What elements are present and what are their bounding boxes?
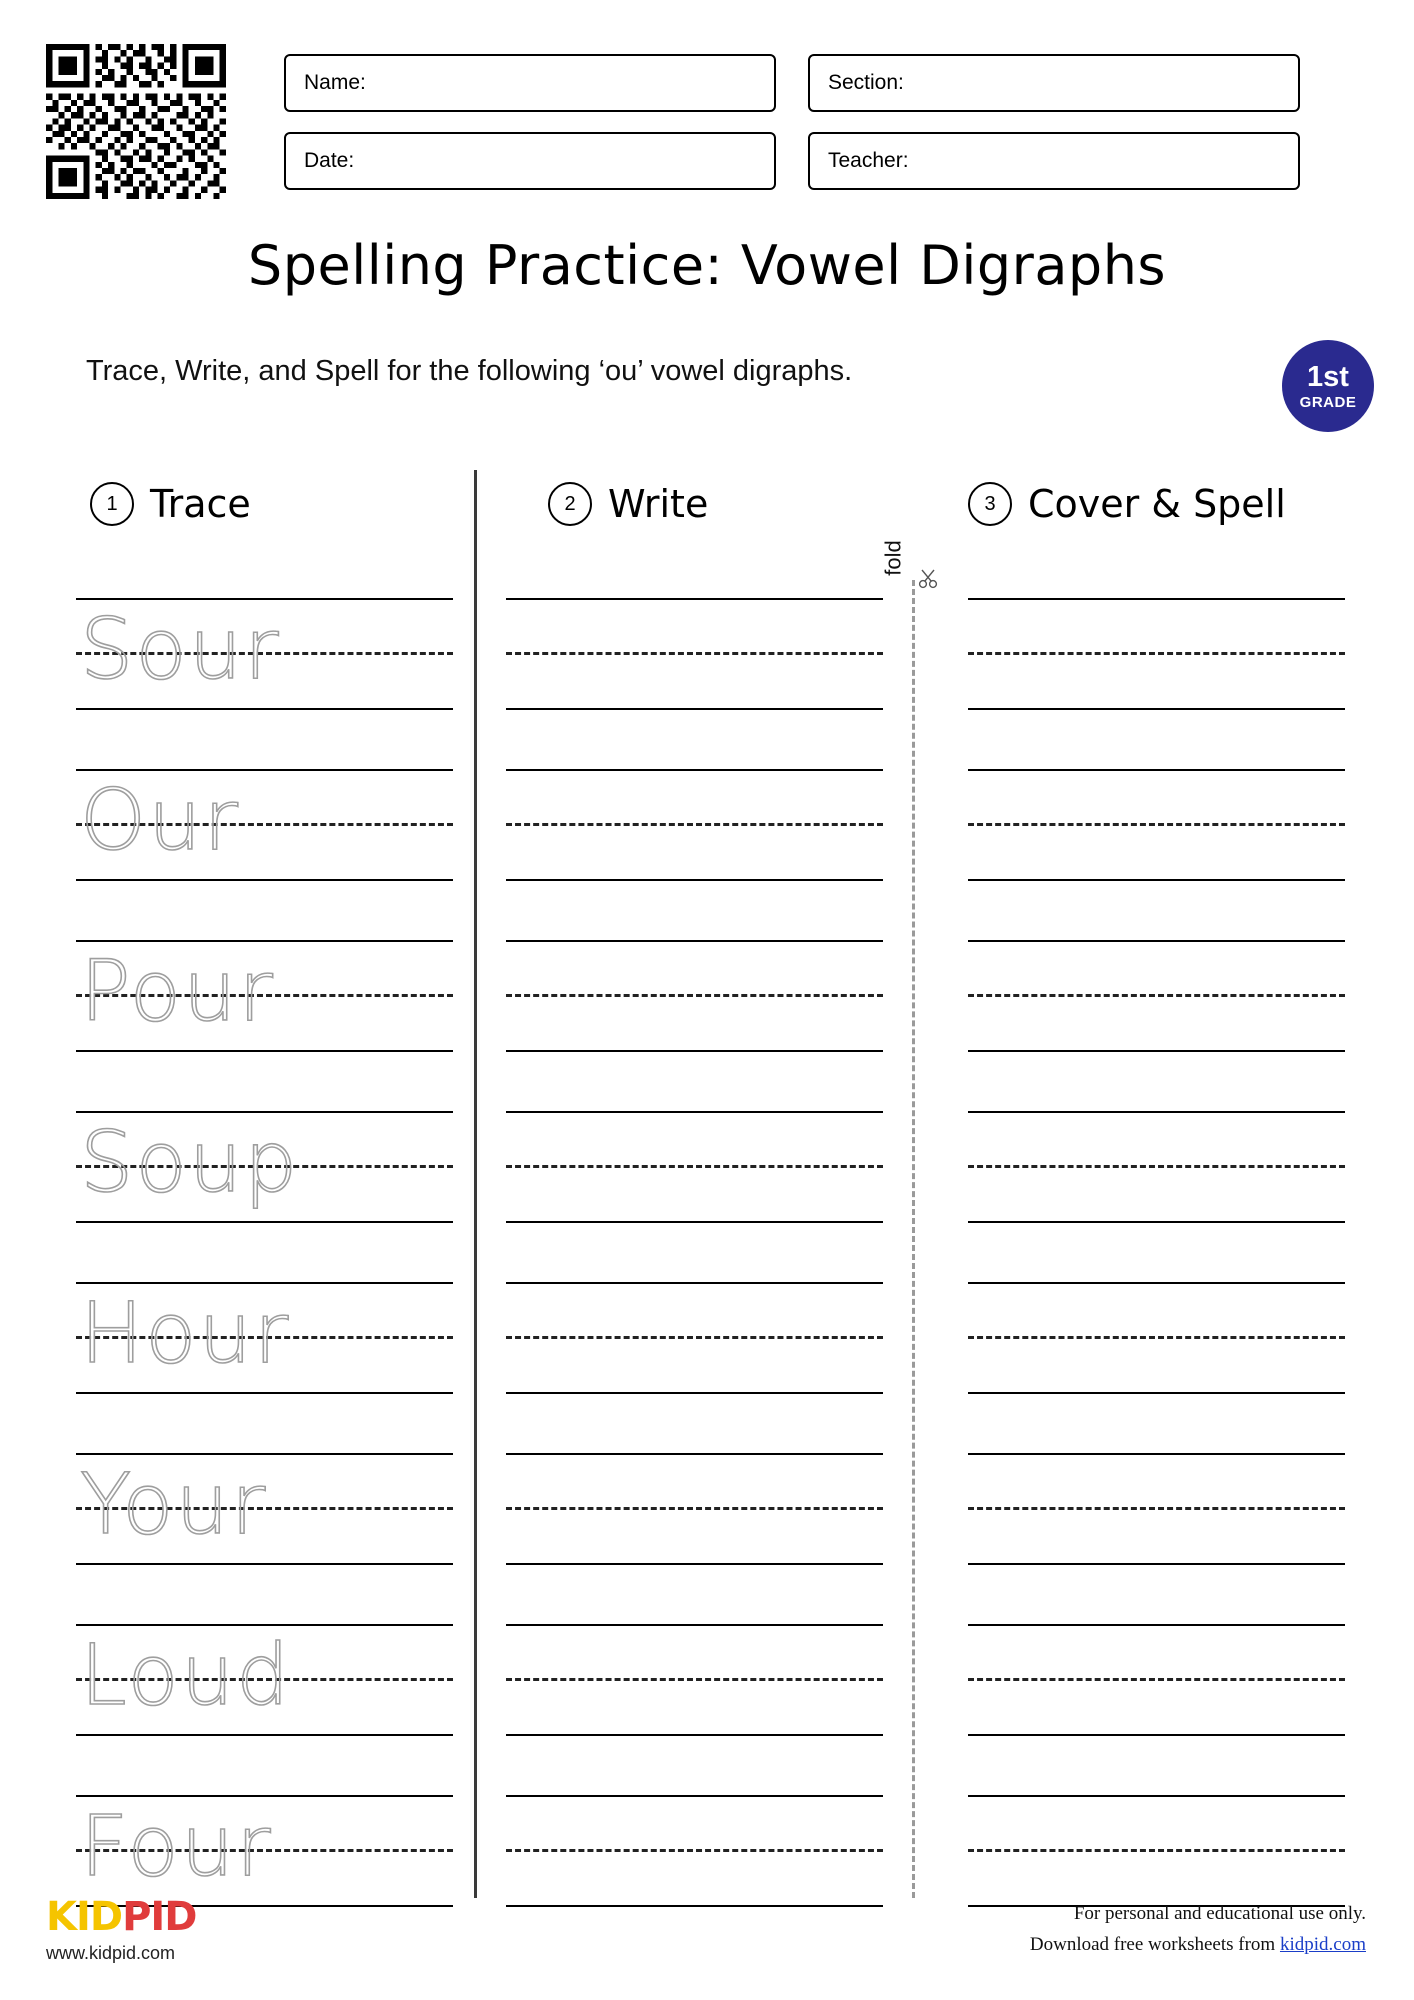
ruled-line-mid bbox=[968, 1849, 1345, 1852]
cover-spell-cell[interactable] bbox=[968, 1274, 1345, 1445]
ruled-line-bottom bbox=[968, 708, 1345, 710]
trace-word: Your bbox=[80, 1455, 268, 1553]
ruled-line-bottom bbox=[506, 1392, 883, 1394]
ruled-line-bottom bbox=[968, 1734, 1345, 1736]
trace-cell[interactable] bbox=[76, 1274, 453, 1445]
name-field-label: Name: bbox=[304, 71, 366, 94]
write-cell[interactable] bbox=[506, 1787, 883, 1958]
ruled-line-mid bbox=[968, 652, 1345, 655]
cover-spell-cell[interactable] bbox=[968, 761, 1345, 932]
ruled-line-mid bbox=[968, 994, 1345, 997]
ruled-line-mid bbox=[506, 994, 883, 997]
ruled-line-mid bbox=[968, 1507, 1345, 1510]
teacher-field-label: Teacher: bbox=[828, 149, 909, 172]
ruled-line-top bbox=[506, 1282, 883, 1284]
ruled-line-mid bbox=[968, 1336, 1345, 1339]
ruled-line-mid bbox=[968, 1165, 1345, 1168]
practice-row bbox=[0, 761, 1414, 932]
grade-badge-number: 1st bbox=[1307, 360, 1349, 393]
ruled-line-mid bbox=[968, 823, 1345, 826]
ruled-line-top bbox=[968, 940, 1345, 942]
ruled-line-mid bbox=[506, 1678, 883, 1681]
kidpid-logo bbox=[46, 1894, 246, 1964]
column-label-write: Write bbox=[608, 482, 709, 526]
footer-note bbox=[1030, 1899, 1366, 1960]
trace-word: Hour bbox=[80, 1284, 291, 1382]
trace-word: Soup bbox=[80, 1113, 300, 1211]
qr-code-icon bbox=[46, 44, 226, 199]
practice-row bbox=[0, 932, 1414, 1103]
column-number-1: 1 bbox=[90, 482, 134, 526]
page-title: Spelling Practice: Vowel Digraphs bbox=[247, 234, 1167, 297]
ruled-line-top bbox=[968, 1282, 1345, 1284]
trace-cell[interactable] bbox=[76, 1445, 453, 1616]
trace-word: Our bbox=[80, 771, 240, 869]
ruled-line-top bbox=[506, 1624, 883, 1626]
logo-text-pid: PID bbox=[122, 1894, 197, 1940]
logo-url: www.kidpid.com bbox=[46, 1943, 176, 1963]
ruled-line-top bbox=[968, 1795, 1345, 1797]
ruled-line-mid bbox=[506, 652, 883, 655]
ruled-line-mid bbox=[506, 1507, 883, 1510]
ruled-line-top bbox=[968, 1111, 1345, 1113]
trace-cell[interactable] bbox=[76, 932, 453, 1103]
trace-cell[interactable] bbox=[76, 1616, 453, 1787]
column-number-3: 3 bbox=[968, 482, 1012, 526]
ruled-line-top bbox=[506, 1111, 883, 1113]
grade-badge bbox=[1282, 340, 1374, 432]
ruled-line-bottom bbox=[968, 1563, 1345, 1565]
cover-spell-cell[interactable] bbox=[968, 1445, 1345, 1616]
ruled-line-mid bbox=[506, 823, 883, 826]
section-field-label: Section: bbox=[828, 71, 904, 94]
practice-row bbox=[0, 1274, 1414, 1445]
scissors-icon bbox=[916, 566, 942, 592]
cover-spell-cell[interactable] bbox=[968, 590, 1345, 761]
cover-spell-cell[interactable] bbox=[968, 1103, 1345, 1274]
ruled-line-top bbox=[968, 1624, 1345, 1626]
ruled-line-bottom bbox=[506, 1905, 883, 1907]
ruled-line-top bbox=[506, 598, 883, 600]
write-cell[interactable] bbox=[506, 590, 883, 761]
column-header-cover-spell bbox=[968, 482, 1286, 526]
teacher-field[interactable] bbox=[808, 132, 1300, 190]
column-header-write bbox=[548, 482, 708, 526]
write-cell[interactable] bbox=[506, 932, 883, 1103]
ruled-line-bottom bbox=[506, 1563, 883, 1565]
cover-spell-cell[interactable] bbox=[968, 1616, 1345, 1787]
ruled-line-bottom bbox=[506, 1734, 883, 1736]
trace-cell[interactable] bbox=[76, 761, 453, 932]
column-label-cover-spell: Cover & Spell bbox=[1028, 482, 1286, 526]
trace-word: Pour bbox=[80, 942, 275, 1040]
ruled-line-bottom bbox=[506, 879, 883, 881]
write-cell[interactable] bbox=[506, 761, 883, 932]
trace-word: Loud bbox=[80, 1626, 292, 1724]
column-header-trace bbox=[90, 482, 251, 526]
trace-word: Sour bbox=[80, 600, 281, 698]
ruled-line-top bbox=[968, 598, 1345, 600]
ruled-line-top bbox=[968, 769, 1345, 771]
cover-spell-cell[interactable] bbox=[968, 932, 1345, 1103]
ruled-line-mid bbox=[506, 1336, 883, 1339]
footer-note-line2 bbox=[1030, 1930, 1366, 1960]
ruled-line-mid bbox=[968, 1678, 1345, 1681]
column-label-trace: Trace bbox=[150, 482, 251, 526]
ruled-line-top bbox=[506, 1795, 883, 1797]
practice-row bbox=[0, 1445, 1414, 1616]
practice-row bbox=[0, 1103, 1414, 1274]
ruled-line-bottom bbox=[506, 708, 883, 710]
section-field[interactable] bbox=[808, 54, 1300, 112]
grade-badge-text: GRADE bbox=[1299, 393, 1357, 411]
write-cell[interactable] bbox=[506, 1616, 883, 1787]
ruled-line-top bbox=[506, 1453, 883, 1455]
ruled-line-bottom bbox=[968, 1221, 1345, 1223]
write-cell[interactable] bbox=[506, 1274, 883, 1445]
date-field-label: Date: bbox=[304, 149, 355, 172]
practice-rows bbox=[0, 590, 1414, 1958]
trace-cell[interactable] bbox=[76, 1103, 453, 1274]
footer-note-line1: For personal and educational use only. bbox=[1073, 1903, 1366, 1925]
ruled-line-bottom bbox=[506, 1050, 883, 1052]
footer-note-prefix: Download free worksheets from bbox=[1029, 1933, 1280, 1955]
logo-text-kid: KID bbox=[46, 1894, 123, 1940]
ruled-line-top bbox=[968, 1453, 1345, 1455]
ruled-line-bottom bbox=[968, 879, 1345, 881]
practice-row bbox=[0, 590, 1414, 761]
ruled-line-top bbox=[506, 940, 883, 942]
date-field[interactable] bbox=[284, 132, 776, 190]
ruled-line-bottom bbox=[506, 1221, 883, 1223]
trace-word: Four bbox=[80, 1797, 273, 1895]
ruled-line-bottom bbox=[968, 1392, 1345, 1394]
column-number-2: 2 bbox=[548, 482, 592, 526]
ruled-line-mid bbox=[506, 1849, 883, 1852]
practice-row bbox=[0, 1616, 1414, 1787]
write-cell[interactable] bbox=[506, 1103, 883, 1274]
page-subtitle: Trace, Write, and Spell for the following ‘ou’ vowel digraphs. bbox=[86, 355, 853, 387]
footer-link-kidpid[interactable]: kidpid.com bbox=[1279, 1933, 1366, 1955]
name-field[interactable] bbox=[284, 54, 776, 112]
ruled-line-mid bbox=[506, 1165, 883, 1168]
ruled-line-top bbox=[506, 769, 883, 771]
write-cell[interactable] bbox=[506, 1445, 883, 1616]
worksheet-header bbox=[46, 44, 1368, 194]
trace-cell[interactable] bbox=[76, 590, 453, 761]
fold-label: fold bbox=[880, 540, 906, 576]
ruled-line-bottom bbox=[968, 1050, 1345, 1052]
